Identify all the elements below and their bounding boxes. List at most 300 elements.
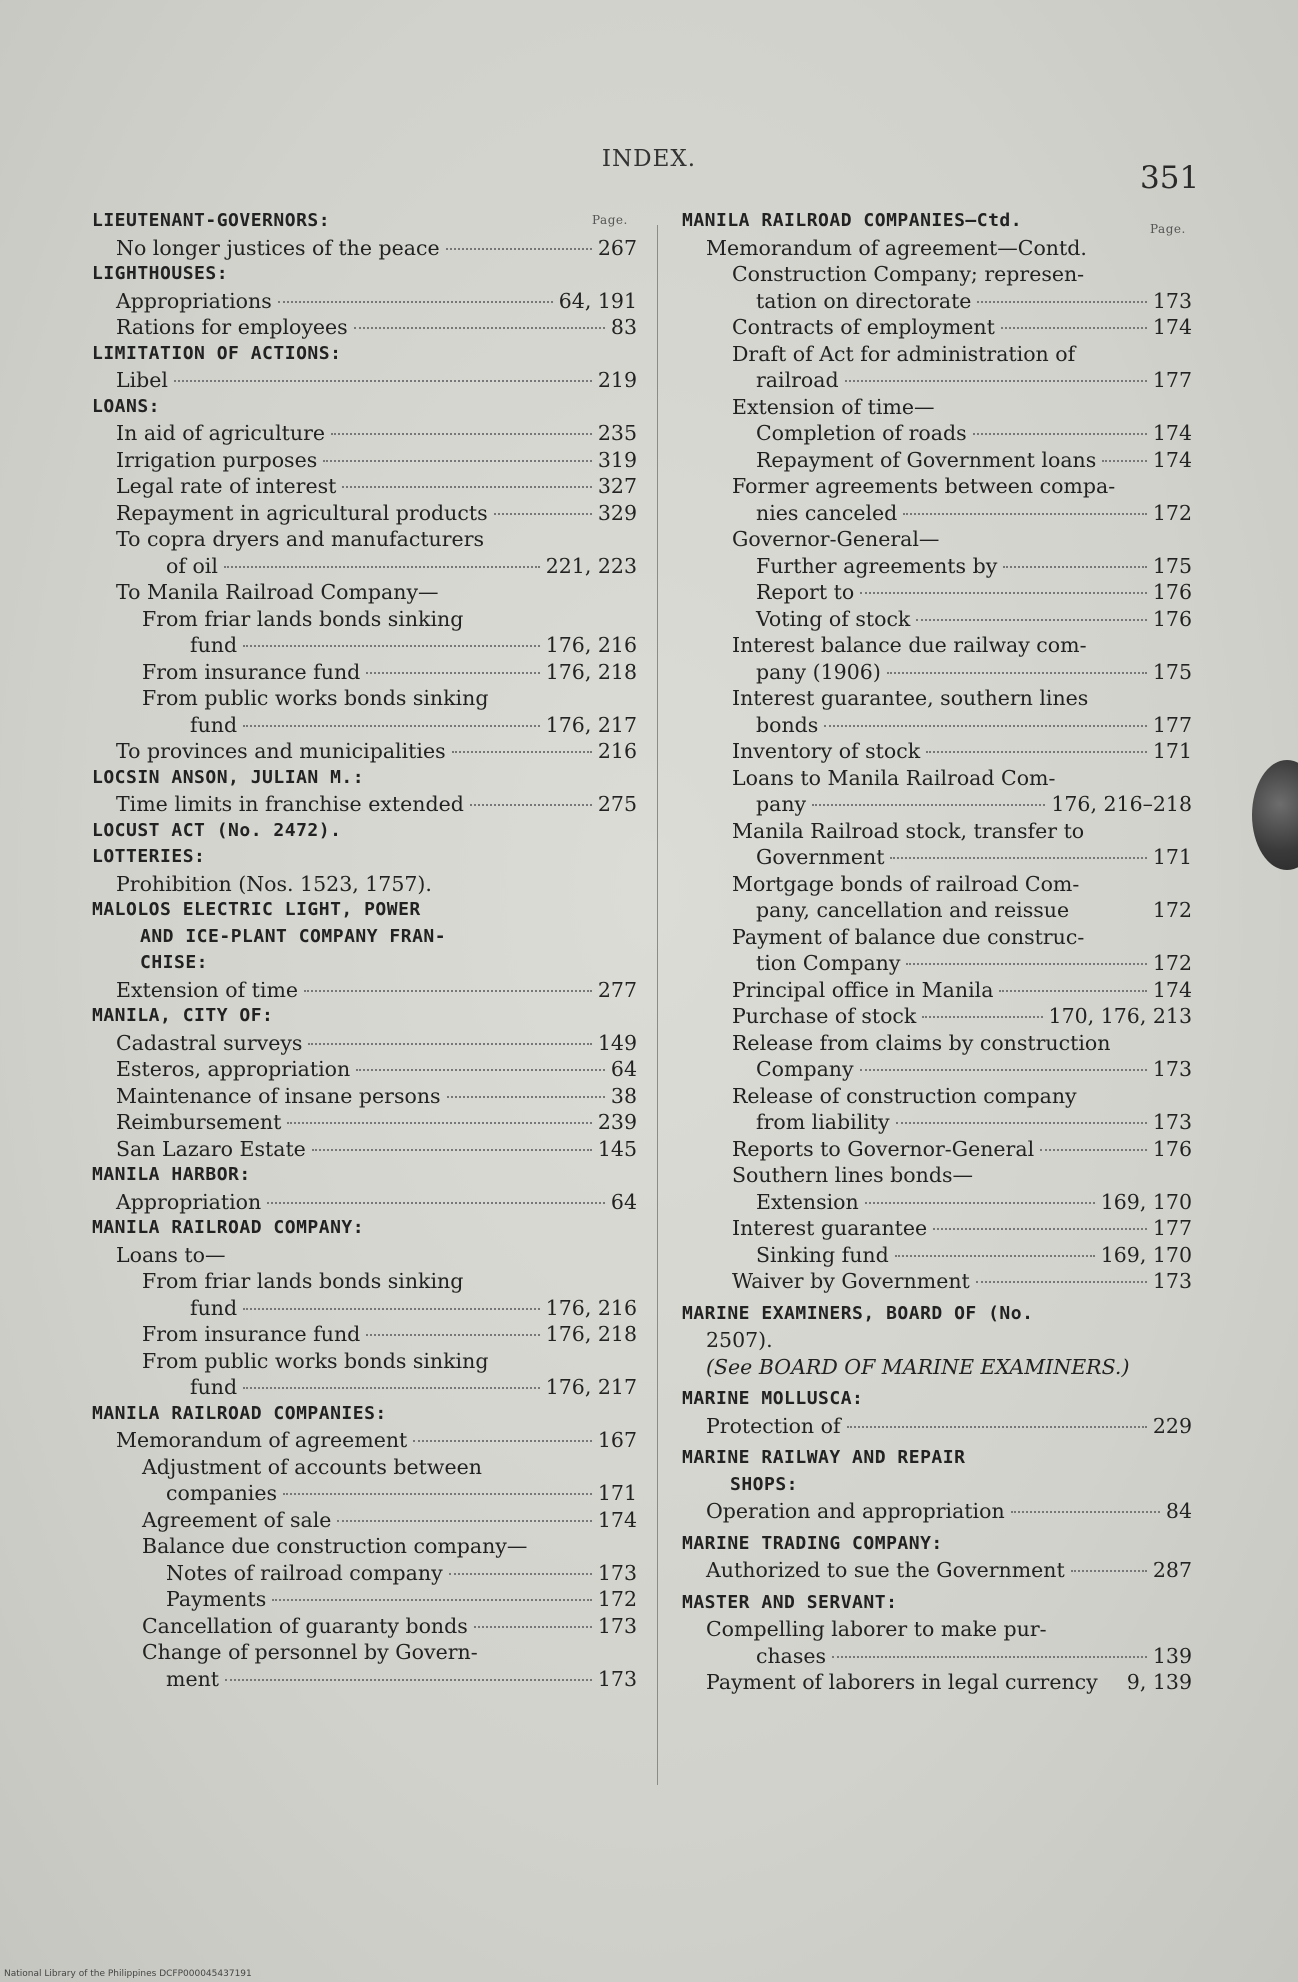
entry-text: tion Company: [756, 951, 901, 975]
index-heading: AND ICE-PLANT COMPANY FRAN-: [140, 925, 447, 947]
page-reference: 173: [1152, 288, 1192, 313]
index-subentry: Former agreements between compa-: [732, 474, 1116, 498]
leader-dots: [452, 751, 592, 753]
page-reference: 173: [1152, 1110, 1192, 1134]
page-reference: 171: [1152, 739, 1192, 763]
page-number: 351: [1140, 160, 1200, 196]
page-reference: 287: [1152, 1558, 1192, 1582]
page-reference: 229: [1152, 1413, 1192, 1438]
index-entry: [92, 473, 637, 500]
leader-dots: [922, 1016, 1042, 1018]
page-column-label-left: Page.: [592, 213, 628, 227]
leader-dots: [287, 1122, 592, 1124]
leader-dots: [366, 1334, 539, 1336]
page-reference: 175: [1152, 659, 1192, 684]
leader-dots: [278, 301, 553, 303]
index-entry: [682, 1189, 1192, 1216]
index-heading: MANILA RAILROAD COMPANY:: [92, 1217, 365, 1238]
column-divider: [657, 225, 658, 1785]
leader-dots: [446, 248, 592, 250]
leader-dots: [999, 990, 1146, 992]
entry-text: Protection of: [706, 1413, 841, 1438]
page-reference: 170, 176, 213: [1048, 1004, 1192, 1028]
page-reference: 173: [597, 1560, 637, 1585]
index-entry: [92, 1083, 637, 1110]
index-entry: [92, 632, 637, 659]
index-entry: [682, 844, 1192, 871]
index-heading: MARINE MOLLUSCA:: [682, 1388, 864, 1409]
index-entry: [682, 1136, 1192, 1163]
leader-dots: [1011, 1511, 1160, 1513]
page-column-label-right: Page.: [1150, 222, 1186, 236]
index-heading: MARINE EXAMINERS, BOARD OF (No.: [682, 1302, 1034, 1324]
page-reference: 172: [1152, 951, 1192, 975]
page-reference: 64: [610, 1189, 637, 1214]
index-subentry: Draft of Act for administration of: [732, 341, 1076, 366]
leader-dots: [413, 1440, 592, 1442]
leader-dots: [283, 1493, 592, 1495]
entry-text: chases: [756, 1643, 827, 1668]
leader-dots: [926, 751, 1147, 753]
entry-text: Reports to Governor-General: [732, 1136, 1035, 1161]
page-reference: 219: [597, 368, 637, 392]
entry-text: tation on directorate: [756, 288, 972, 313]
index-entry: [682, 1669, 1192, 1696]
page-reference: 173: [597, 1666, 637, 1691]
index-entry: [682, 712, 1192, 739]
leader-dots: [1102, 460, 1147, 462]
page-reference: 329: [597, 500, 637, 525]
index-entry: [682, 1056, 1192, 1083]
index-subentry: Loans to—: [116, 1242, 226, 1267]
page-reference: 174: [597, 1507, 637, 1532]
index-entry: [92, 1507, 637, 1534]
page-reference: 216: [597, 739, 637, 763]
index-entry: [682, 579, 1192, 606]
index-entry: [92, 659, 637, 686]
leader-dots: [832, 1656, 1147, 1658]
leader-dots: [337, 1520, 591, 1522]
entry-text: Appropriation: [116, 1189, 262, 1214]
page-reference: 149: [597, 1030, 637, 1055]
index-entry: [682, 447, 1192, 474]
entry-text: In aid of agriculture: [116, 421, 325, 445]
index-entry: [92, 712, 637, 739]
index-entry: [92, 1613, 637, 1640]
leader-dots: [860, 592, 1147, 594]
page-reference: 176, 216–218: [1051, 792, 1192, 816]
index-heading: LIEUTENANT-GOVERNORS:: [92, 210, 331, 231]
leader-dots: [304, 990, 592, 992]
leader-dots: [865, 1202, 1095, 1204]
index-entry: [682, 950, 1192, 977]
index-subentry: From friar lands bonds sinking: [142, 606, 464, 631]
page-reference: 221, 223: [545, 553, 637, 578]
index-heading: MANILA RAILROAD COMPANIES:: [92, 1402, 387, 1424]
index-entry: [682, 1498, 1192, 1525]
index-entry: [92, 1480, 637, 1507]
page-reference: 173: [1152, 1269, 1192, 1293]
index-heading: SHOPS:: [730, 1473, 799, 1495]
index-entry: [92, 367, 637, 394]
page-reference: 176: [1152, 1136, 1192, 1161]
index-entry: [682, 659, 1192, 686]
index-entry: [682, 420, 1192, 447]
index-entry: [682, 367, 1192, 394]
entry-text: railroad: [756, 368, 839, 392]
leader-dots: [860, 1069, 1147, 1071]
entry-text: From insurance fund: [142, 1322, 361, 1346]
leader-dots: [494, 513, 592, 515]
entry-text: Agreement of sale: [142, 1507, 332, 1532]
entry-text: Principal office in Manila: [732, 977, 994, 1002]
index-subentry: Payment of balance due construc-: [732, 924, 1085, 949]
index-entry: [92, 1109, 637, 1136]
leader-dots: [470, 804, 592, 806]
index-entry: [682, 738, 1192, 765]
index-subentry: Adjustment of accounts between: [142, 1454, 482, 1479]
page-reference: 145: [597, 1136, 637, 1161]
leader-dots: [977, 301, 1146, 303]
index-entry: [682, 1109, 1192, 1136]
page-reference: 176: [1152, 606, 1192, 631]
page-reference: 327: [597, 474, 637, 498]
entry-text: pany (1906): [756, 659, 881, 684]
index-entry: [92, 288, 637, 315]
index-heading: MARINE RAILWAY AND REPAIR: [682, 1447, 966, 1468]
page-reference: 173: [597, 1613, 637, 1638]
index-subentry: To Manila Railroad Company—: [116, 580, 439, 604]
entry-text: Waiver by Government: [732, 1269, 970, 1293]
entry-text: Libel: [116, 368, 168, 392]
page-reference: 167: [597, 1428, 637, 1452]
index-entry: [682, 897, 1192, 924]
entry-text: From insurance fund: [142, 659, 361, 684]
index-entry: [682, 1242, 1192, 1269]
index-entry: [92, 1586, 637, 1613]
leader-dots: [356, 1069, 605, 1071]
index-entry: [92, 314, 637, 341]
leader-dots: [1071, 1570, 1147, 1572]
page-reference: 38: [610, 1083, 637, 1108]
leader-dots: [903, 513, 1147, 515]
scan-credit: National Library of the Philippines DCFP000045437191: [4, 1969, 252, 1979]
index-entry: [682, 1557, 1192, 1584]
page-reference: 177: [1152, 712, 1192, 737]
entry-text: Inventory of stock: [732, 739, 921, 763]
leader-dots: [354, 327, 605, 329]
page-reference: 235: [597, 421, 637, 445]
index-column-left: [92, 208, 637, 1692]
entry-text: San Lazaro Estate: [116, 1136, 306, 1161]
cross-reference: (See BOARD OF MARINE EXAMINERS.): [706, 1354, 1130, 1379]
page-reference: 169, 170: [1100, 1189, 1192, 1214]
page-reference: 174: [1152, 447, 1192, 472]
page-reference: 9, 139: [1126, 1670, 1192, 1694]
page-reference: 64, 191: [558, 288, 637, 313]
leader-dots: [243, 645, 540, 647]
index-entry: [682, 1643, 1192, 1670]
index-entry: [92, 553, 637, 580]
leader-dots: [1040, 1149, 1147, 1151]
entry-text: Extension of time: [116, 977, 299, 1002]
leader-dots: [847, 1426, 1147, 1428]
leader-dots: [224, 566, 540, 568]
page-reference: 84: [1165, 1499, 1192, 1523]
index-entry: [92, 1189, 637, 1216]
page-reference: 275: [597, 792, 637, 816]
entry-text: Cancellation of guaranty bonds: [142, 1613, 468, 1638]
entry-text: fund: [190, 1375, 238, 1399]
page-reference: 172: [1152, 500, 1192, 525]
entry-text: companies: [166, 1481, 278, 1505]
index-subentry: Release from claims by construction: [732, 1030, 1111, 1055]
running-head: INDEX.: [601, 146, 697, 172]
leader-dots: [225, 1679, 592, 1681]
leader-dots: [243, 725, 540, 727]
index-entry: [92, 738, 637, 765]
index-entry: [682, 1413, 1192, 1440]
page-reference: 176, 216: [545, 633, 637, 657]
index-subentry: To copra dryers and manufacturers: [116, 527, 485, 551]
page-reference: 176, 216: [545, 1295, 637, 1320]
index-subentry: Interest balance due railway com-: [732, 633, 1087, 657]
page-reference: 176, 217: [545, 712, 637, 737]
index-entry: [92, 1374, 637, 1401]
entry-text: Time limits in franchise extended: [116, 792, 464, 816]
entry-text: To provinces and municipalities: [116, 739, 446, 763]
leader-dots: [824, 725, 1147, 727]
page-reference: 176, 218: [545, 659, 637, 684]
entry-text: pany, cancellation and reissue: [756, 898, 1070, 922]
page-reference: 172: [1152, 898, 1192, 922]
leader-dots: [890, 857, 1146, 859]
leader-dots: [312, 1149, 592, 1151]
leader-dots: [976, 1281, 1147, 1283]
index-subentry: Mortgage bonds of railroad Com-: [732, 871, 1080, 896]
leader-dots: [906, 963, 1146, 965]
page-reference: 267: [597, 235, 637, 260]
page-reference: 169, 170: [1100, 1242, 1192, 1267]
index-subentry: Change of personnel by Govern-: [142, 1640, 478, 1664]
leader-dots: [331, 433, 592, 435]
entry-text: pany: [756, 792, 807, 816]
entry-text: Extension: [756, 1189, 859, 1214]
entry-text: Sinking fund: [756, 1242, 889, 1267]
index-entry: [92, 447, 637, 474]
leader-dots: [896, 1122, 1147, 1124]
index-heading: LOANS:: [92, 395, 161, 417]
index-heading: MANILA, CITY OF:: [92, 1005, 274, 1026]
page-reference: 173: [1152, 1057, 1192, 1081]
entry-text: fund: [190, 1295, 238, 1320]
leader-dots: [474, 1626, 592, 1628]
leader-dots: [174, 380, 592, 382]
entry-text: Irrigation purposes: [116, 447, 318, 472]
index-entry: [682, 791, 1192, 818]
entry-text: Payment of laborers in legal currency: [706, 1670, 1098, 1694]
index-subentry: Prohibition (Nos. 1523, 1757).: [116, 871, 432, 896]
page-reference: 175: [1152, 553, 1192, 578]
leader-dots: [323, 460, 592, 462]
entry-text: nies canceled: [756, 500, 898, 525]
leader-dots: [812, 804, 1045, 806]
index-heading: LOCUST ACT (No. 2472).: [92, 819, 342, 841]
entry-text: Repayment in agricultural products: [116, 500, 488, 525]
index-entry: [92, 1136, 637, 1163]
page-reference: 174: [1152, 421, 1192, 445]
index-heading: MASTER AND SERVANT:: [682, 1591, 898, 1613]
entry-text: Completion of roads: [756, 421, 967, 445]
entry-text: Operation and appropriation: [706, 1499, 1005, 1523]
index-entry: [92, 235, 637, 262]
entry-text: Rations for employees: [116, 315, 348, 339]
entry-text: Voting of stock: [756, 606, 911, 631]
thumb-shadow: [1252, 760, 1298, 870]
index-entry: [92, 1321, 637, 1348]
entry-text: Memorandum of agreement: [116, 1428, 408, 1452]
page-reference: 176: [1152, 580, 1192, 604]
index-entry: [682, 500, 1192, 527]
index-column-right: [682, 208, 1192, 1696]
index-subentry: Loans to Manila Railroad Com-: [732, 765, 1056, 790]
leader-dots: [887, 672, 1147, 674]
entry-text: from liability: [756, 1110, 890, 1134]
index-subentry: Governor-General—: [732, 527, 940, 551]
index-subentry: Extension of time—: [732, 394, 935, 419]
leader-dots: [845, 380, 1147, 382]
index-heading: LIMITATION OF ACTIONS:: [92, 342, 342, 364]
page-reference: 277: [597, 977, 637, 1002]
entry-text: Reimbursement: [116, 1110, 282, 1134]
index-entry: [92, 1427, 637, 1454]
page-reference: 239: [597, 1110, 637, 1134]
entry-text: Company: [756, 1057, 854, 1081]
entry-text: Further agreements by: [756, 553, 998, 578]
index-subentry: From public works bonds sinking: [142, 1348, 489, 1373]
index-entry: [92, 1056, 637, 1083]
index-subentry: From public works bonds sinking: [142, 686, 489, 710]
entry-text: fund: [190, 712, 238, 737]
index-entry: [92, 1560, 637, 1587]
page-reference: 177: [1152, 1216, 1192, 1240]
index-entry: [682, 288, 1192, 315]
page-reference: 83: [610, 315, 637, 339]
index-subentry: 2507).: [706, 1328, 773, 1352]
entry-text: Esteros, appropriation: [116, 1057, 351, 1081]
entry-text: fund: [190, 633, 238, 657]
page-reference: 174: [1152, 977, 1192, 1002]
leader-dots: [366, 672, 539, 674]
leader-dots: [267, 1202, 605, 1204]
leader-dots: [973, 433, 1147, 435]
page-reference: 176, 218: [545, 1322, 637, 1346]
entry-text: Interest guarantee: [732, 1216, 928, 1240]
index-entry: [682, 314, 1192, 341]
entry-text: Cadastral surveys: [116, 1030, 303, 1055]
page-reference: 174: [1152, 315, 1192, 339]
index-heading: MALOLOS ELECTRIC LIGHT, POWER: [92, 899, 421, 920]
index-heading: CHISE:: [140, 952, 209, 973]
entry-text: Government: [756, 845, 885, 869]
index-subentry: Memorandum of agreement—Contd.: [706, 235, 1087, 260]
index-entry: [92, 977, 637, 1004]
page-reference: 64: [610, 1057, 637, 1081]
entry-text: Notes of railroad company: [166, 1560, 443, 1585]
index-entry: [682, 977, 1192, 1004]
entry-text: Repayment of Government loans: [756, 447, 1097, 472]
leader-dots: [243, 1308, 540, 1310]
page-reference: 176, 217: [545, 1375, 637, 1399]
index-subentry: Release of construction company: [732, 1083, 1077, 1108]
page-reference: 172: [597, 1587, 637, 1611]
leader-dots: [342, 486, 592, 488]
entry-text: Purchase of stock: [732, 1004, 917, 1028]
index-subentry: Construction Company; represen-: [732, 262, 1085, 286]
index-heading: LOTTERIES:: [92, 846, 206, 867]
page-reference: 171: [597, 1481, 637, 1505]
entry-text: Legal rate of interest: [116, 474, 337, 498]
entry-text: Report to: [756, 580, 855, 604]
entry-text: bonds: [756, 712, 819, 737]
leader-dots: [449, 1573, 592, 1575]
entry-text: of oil: [166, 553, 218, 578]
index-subentry: Compelling laborer to make pur-: [706, 1617, 1047, 1641]
entry-text: Payments: [166, 1587, 267, 1611]
index-entry: [92, 420, 637, 447]
leader-dots: [272, 1599, 592, 1601]
index-entry: [682, 606, 1192, 633]
entry-text: Appropriations: [116, 288, 272, 313]
index-heading: LIGHTHOUSES:: [92, 263, 229, 284]
index-entry: [92, 1295, 637, 1322]
leader-dots: [916, 619, 1147, 621]
index-entry: [682, 1268, 1192, 1295]
leader-dots: [308, 1043, 591, 1045]
index-subentry: Southern lines bonds—: [732, 1163, 973, 1187]
leader-dots: [243, 1387, 540, 1389]
index-heading: MANILA RAILROAD COMPANIES—Ctd.: [682, 210, 1023, 231]
index-subentry: Interest guarantee, southern lines: [732, 686, 1089, 710]
page-reference: 177: [1152, 368, 1192, 392]
entry-text: ment: [166, 1666, 220, 1691]
leader-dots: [895, 1255, 1095, 1257]
entry-text: Contracts of employment: [732, 315, 995, 339]
index-entry: [92, 1030, 637, 1057]
entry-text: Authorized to sue the Government: [706, 1558, 1065, 1582]
index-subentry: Balance due construction company—: [142, 1534, 528, 1558]
index-entry: [92, 500, 637, 527]
index-entry: [92, 1666, 637, 1693]
page-reference: 139: [1152, 1643, 1192, 1668]
leader-dots: [447, 1096, 605, 1098]
leader-dots: [1003, 566, 1147, 568]
index-heading: MARINE TRADING COMPANY:: [682, 1532, 943, 1554]
index-entry: [682, 553, 1192, 580]
index-subentry: From friar lands bonds sinking: [142, 1269, 464, 1293]
leader-dots: [933, 1228, 1147, 1230]
entry-text: Maintenance of insane persons: [116, 1083, 441, 1108]
index-subentry: Manila Railroad stock, transfer to: [732, 818, 1085, 843]
page-reference: 171: [1152, 845, 1192, 869]
page-reference: 319: [597, 447, 637, 472]
entry-text: No longer justices of the peace: [116, 235, 440, 260]
index-entry: [92, 791, 637, 818]
index-entry: [682, 1215, 1192, 1242]
leader-dots: [1001, 327, 1147, 329]
index-heading: LOCSIN ANSON, JULIAN M.:: [92, 766, 365, 788]
index-entry: [682, 1003, 1192, 1030]
